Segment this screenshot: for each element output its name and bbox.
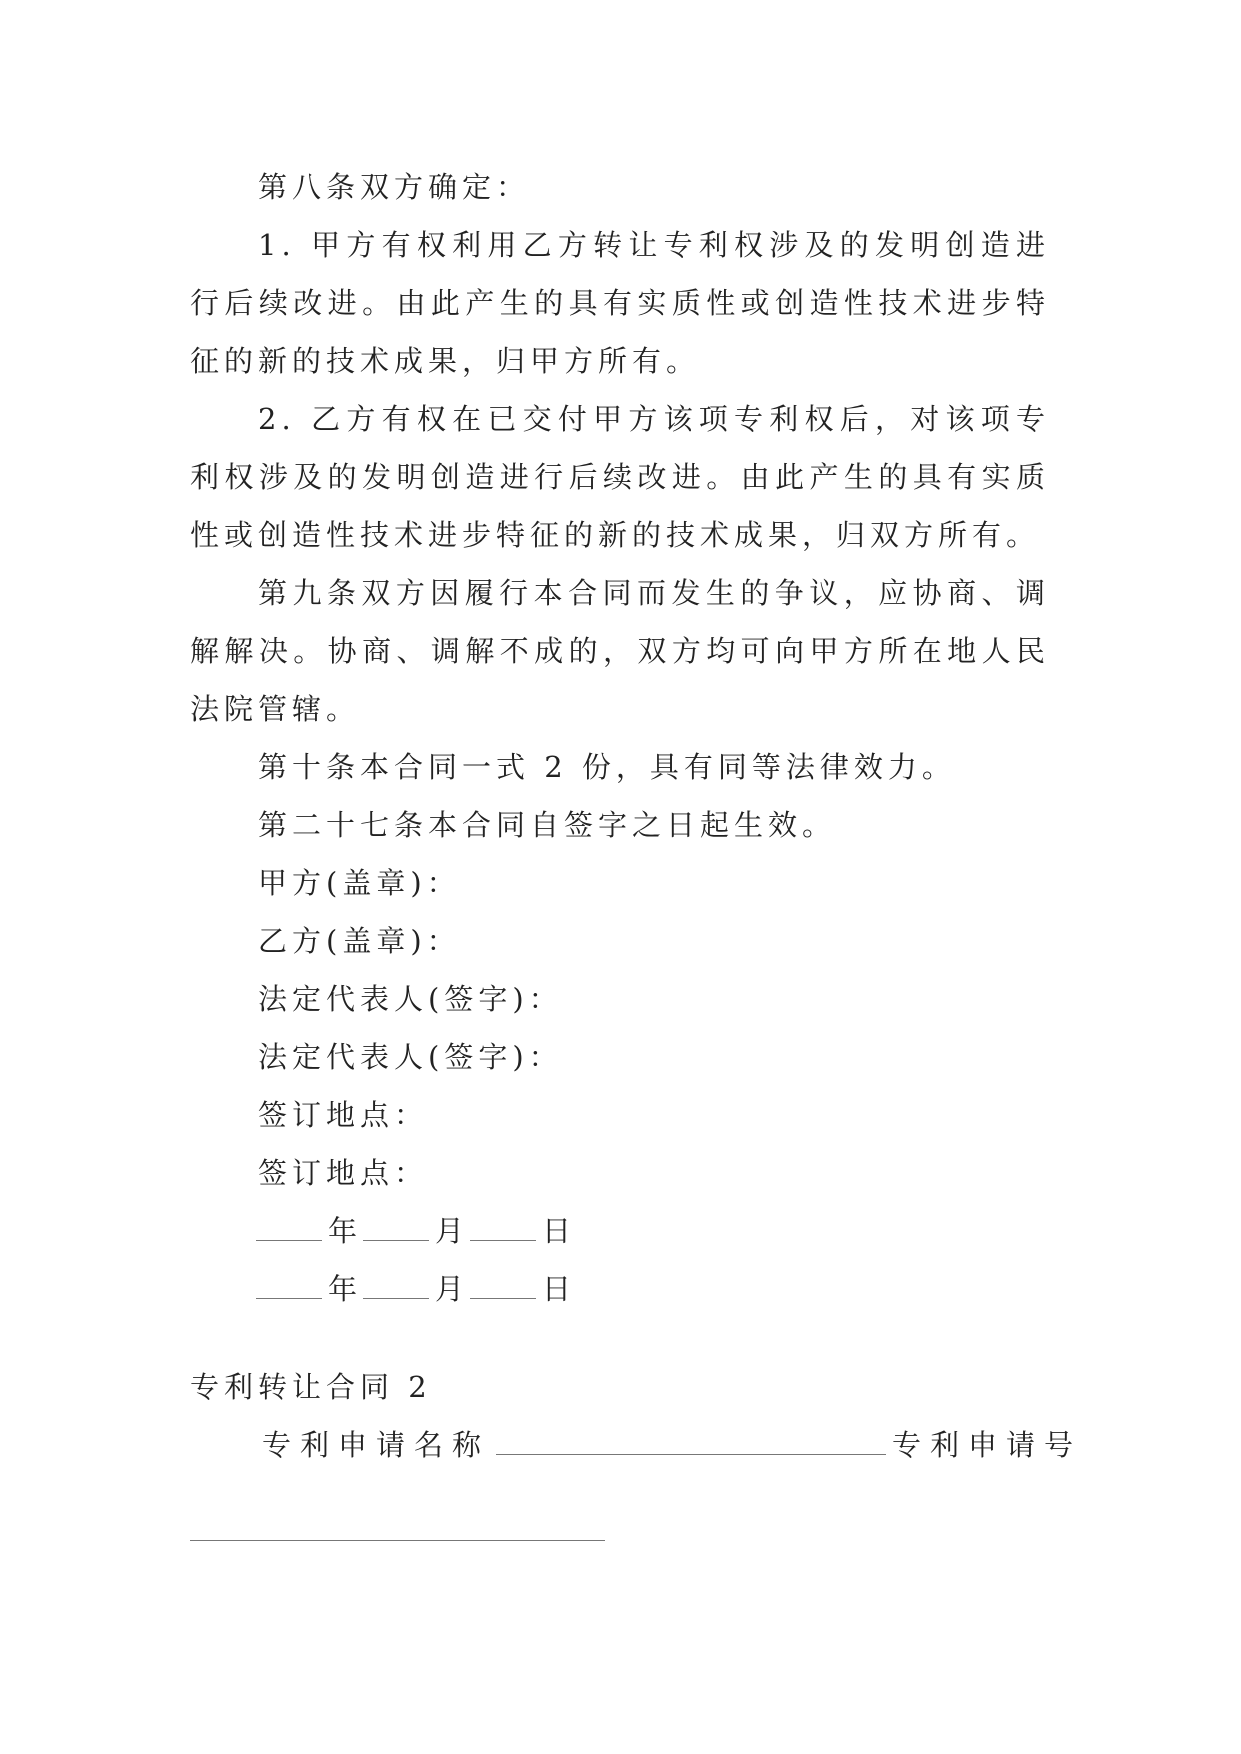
article-8-title: 第八条双方确定： xyxy=(258,170,531,204)
application-number-blank xyxy=(190,1540,605,1541)
day-label: 日 xyxy=(542,1214,572,1248)
date-line-a xyxy=(190,1202,1050,1260)
article-8-item-2: 2. 乙方有权在已交付甲方该项专利权后，对该项专利权涉及的发明创造进行后续改进。由此产生的具有实质性或创造性技术进步特征的新的技术成果，归双方所有。 xyxy=(190,402,1050,552)
party-a-seal-label: 甲方(盖章)： xyxy=(258,866,461,900)
year-blank xyxy=(256,1214,322,1241)
article-9: 第九条双方因履行本合同而发生的争议，应协商、调解解决。协商、调解不成的，双方均可向甲方所在地人民法院管辖。 xyxy=(190,576,1050,726)
month-blank xyxy=(363,1272,429,1299)
application-name-blank xyxy=(496,1428,886,1455)
article-10: 第十条本合同一式 2 份，具有同等法律效力。 xyxy=(258,750,956,784)
year-label: 年 xyxy=(328,1272,358,1306)
day-label: 日 xyxy=(542,1272,572,1306)
application-name-label: 专利申请名称 xyxy=(262,1428,491,1462)
day-blank xyxy=(470,1272,536,1299)
legal-rep-a-label: 法定代表人(签字)： xyxy=(258,982,563,1016)
section-gap xyxy=(190,1318,1050,1358)
date-line-b xyxy=(190,1260,1050,1318)
day-blank xyxy=(470,1214,536,1241)
year-blank xyxy=(256,1272,322,1299)
contract-2-title: 专利转让合同 2 xyxy=(190,1370,432,1404)
month-blank xyxy=(363,1214,429,1241)
year-label: 年 xyxy=(328,1214,358,1248)
article-27: 第二十七条本合同自签字之日起生效。 xyxy=(258,808,837,842)
month-label: 月 xyxy=(435,1214,465,1248)
application-number-label: 专利申请号 xyxy=(892,1428,1083,1462)
party-b-seal-label: 乙方(盖章)： xyxy=(258,924,461,958)
month-label: 月 xyxy=(435,1272,465,1306)
signing-place-b-label: 签订地点： xyxy=(258,1156,429,1190)
article-8-item-1: 1. 甲方有权利用乙方转让专利权涉及的发明创造进行后续改进。由此产生的具有实质性或创造性技术进步特征的新的技术成果，归甲方所有。 xyxy=(190,228,1050,378)
legal-rep-b-label: 法定代表人(签字)： xyxy=(258,1040,563,1074)
application-field-line xyxy=(190,1416,1083,1474)
signing-place-a-label: 签订地点： xyxy=(258,1098,429,1132)
document-content xyxy=(190,158,1083,1474)
